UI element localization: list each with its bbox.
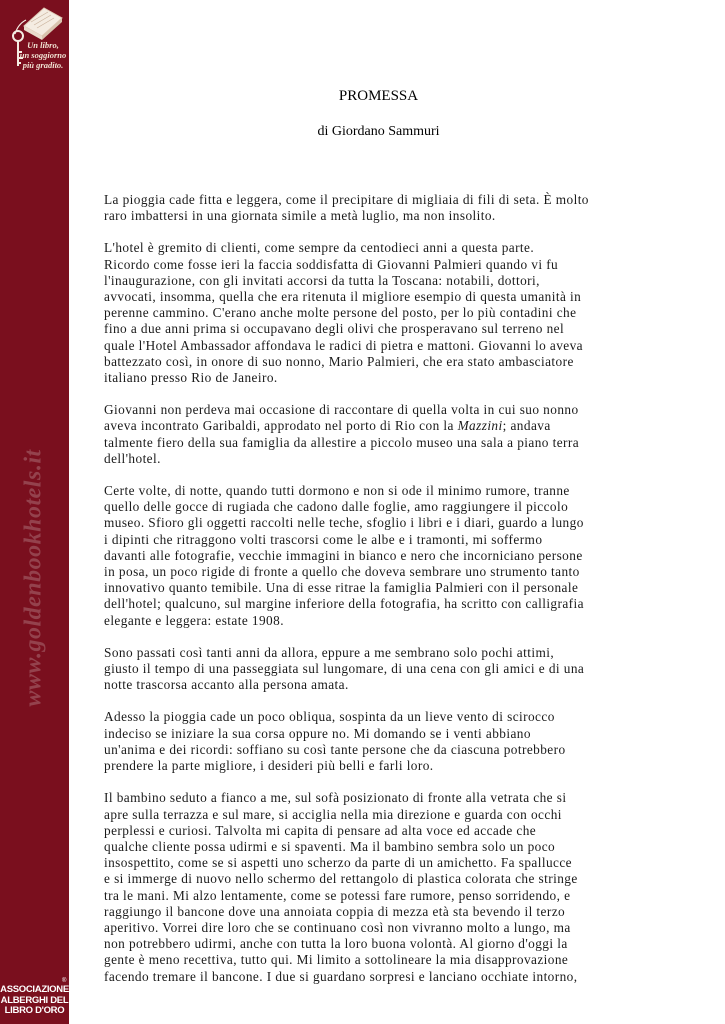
text-line: gente è meno recettiva, tutto qui. Mi limito a sottolineare la mia disapprovazione bbox=[104, 952, 569, 968]
text-line: perplessi e curiosi. Talvolta mi capita di pensare ad alta voce ed accade che bbox=[104, 822, 537, 838]
text-line: raro imbattersi in una giornata simile a metà luglio, ma non insolito. bbox=[104, 208, 496, 224]
tagline-line: un soggiorno bbox=[19, 50, 67, 60]
text-line: l'inaugurazione, con gli invitati accorsi da tutta la Toscana: notabili, dottori, bbox=[104, 272, 540, 288]
text-line: prendere la parte migliore, i desideri più belli e farli loro. bbox=[104, 758, 434, 774]
tagline-line: Un libro, bbox=[27, 40, 59, 50]
text-line: fino a due anni prima si occupavano degli olivi che prosperavano sul terreno nel bbox=[104, 321, 565, 337]
text-line: italiano presso Rio de Janeiro. bbox=[104, 370, 278, 386]
registered-mark: ® bbox=[62, 978, 67, 984]
text-line: perenne cammino. C'erano anche molte persone del posto, per lo più contadini che bbox=[104, 305, 577, 321]
text-line bbox=[104, 418, 653, 434]
paragraph bbox=[104, 192, 653, 224]
text-line: museo. Sfioro gli oggetti raccolti nelle teche, sfoglio i libri e i diari, guardo a lungo bbox=[104, 515, 584, 531]
text-line: tra le mani. Mi alzo lentamente, come se potessi fare rumore, penso sorridendo, e bbox=[104, 887, 571, 903]
tagline-line: più gradito. bbox=[22, 60, 64, 70]
ship-name: Mazzini bbox=[457, 418, 503, 434]
paragraph bbox=[104, 790, 653, 984]
text-line: Ricordo come fosse ieri la faccia soddisfatta di Giovanni Palmieri quando vi fu bbox=[104, 256, 559, 272]
sidebar bbox=[0, 0, 69, 1024]
text-line: Certe volte, di notte, quando tutti dormono e non si ode il minimo rumore, tranne bbox=[104, 483, 570, 499]
text-line: avvocati, insomma, quella che era ritenuta il migliore esempio di questa umanità in bbox=[104, 289, 582, 305]
association-line: LIBRO D'ORO bbox=[4, 1005, 65, 1016]
text-line: Giovanni non perdeva mai occasione di raccontare di quella volta in cui suo nonno bbox=[104, 402, 579, 418]
paragraph bbox=[104, 709, 653, 774]
text-line: davanti alle fotografie, vecchie immagini in bianco e nero che incorniciano persone bbox=[104, 547, 583, 563]
association-line: ALBERGHI DEL bbox=[0, 994, 69, 1006]
text-line: e si immerge di nuovo nello schermo del rettangolo di plastica colorata che stringe bbox=[104, 871, 578, 887]
text-line: quello delle gocce di rugiada che cadono dalle foglie, amo raggiungere il piccolo bbox=[104, 499, 569, 515]
text-line: qualche cliente possa udirmi e si spaventi. Ma il bambino sembra solo un poco bbox=[104, 838, 556, 854]
paragraph bbox=[104, 645, 653, 694]
text-line: La pioggia cade fitta e leggera, come il precipitare di migliaia di fili di seta. È molto bbox=[104, 192, 589, 207]
text-line: battezzato così, in onore di suo nonno, Mario Palmieri, che era stato ambasciatore bbox=[104, 353, 574, 369]
story-text bbox=[104, 192, 653, 985]
text-line: notte trascorsa accanto alla persona amata. bbox=[104, 677, 349, 693]
tagline bbox=[15, 40, 71, 70]
text-line: in posa, un poco rigide di fronte a quello che doveva sembrare uno strumento tanto bbox=[104, 564, 580, 580]
paragraph bbox=[104, 240, 653, 386]
text-line: giusto il tempo di una passeggiata sul lungomare, di una cena con gli amici e di una bbox=[104, 661, 585, 677]
text-line: dell'hotel; qualcuno, sul margine inferiore della fotografia, ha scritto con calligrafia bbox=[104, 596, 584, 612]
website-url[interactable]: www.goldenbookhotels.it bbox=[20, 449, 47, 707]
book-icon bbox=[24, 8, 62, 40]
text-line: facendo tremare il bancone. I due si guardano sorpresi e lanciano occhiate intorno, bbox=[104, 968, 578, 984]
document-author: di Giordano Sammuri bbox=[317, 124, 440, 139]
text-line: Il bambino seduto a fianco a me, sul sofà posizionato di fronte alla vetrata che si bbox=[104, 790, 567, 806]
text-line: innovativo quanto temibile. Una di esse ritrae la famiglia Palmieri con il personale bbox=[104, 580, 579, 596]
text-line: i dipinti che ritraggono volti trascorsi come le albe e i tramonti, mi soffermo bbox=[104, 531, 543, 547]
document-title: PROMESSA bbox=[338, 88, 419, 104]
text-line: elegante e leggera: estate 1908. bbox=[104, 612, 284, 628]
document-body bbox=[104, 86, 653, 1001]
text-line: Adesso la pioggia cade un poco obliqua, sospinta da un lieve vento di scirocco bbox=[104, 709, 555, 725]
paragraph bbox=[104, 483, 653, 629]
text-line: insospettito, come se si aspetti uno scherzo da parte di un amichetto. Fa spallucce bbox=[104, 855, 572, 871]
text-line: talmente fiero della sua famiglia da allestire a piccolo museo una sala a piano terra bbox=[104, 434, 580, 450]
text-line: raggiungo il bancone dove una annoiata coppia di mezza età sta bevendo il terzo bbox=[104, 903, 566, 919]
paragraph bbox=[104, 402, 653, 467]
text-line: un'anima e dei ricordi: soffiano su così tante persone che da ciascuna potrebbero bbox=[104, 741, 566, 757]
association-line: ASSOCIAZIONE bbox=[0, 984, 69, 995]
text-line: non potrebbero udirmi, anche con tutta la loro buona volontà. Al giorno d'oggi la bbox=[104, 936, 568, 952]
text-line: dell'hotel. bbox=[104, 450, 161, 466]
text-line: aperitivo. Vorrei dire loro che se continuano così non vivranno molto a lungo, ma bbox=[104, 919, 571, 935]
text-line: apre sulla terrazza e sul mare, si acciglia nella mia direzione e guarda con occhi bbox=[104, 806, 562, 822]
text-line: indeciso se iniziare la sua corsa oppure no. Mi domando se i venti abbiano bbox=[104, 725, 531, 741]
text-line: quale l'Hotel Ambassador affondava le radici di pietra e mattoni. Giovanni lo aveva bbox=[104, 337, 583, 353]
association-logo bbox=[0, 985, 69, 1017]
text-line: L'hotel è gremito di clienti, come sempre da centodieci anni a questa parte. bbox=[104, 240, 535, 256]
text-line: Sono passati così tanti anni da allora, eppure a me sembrano solo pochi attimi, bbox=[104, 644, 555, 660]
text-segment: aveva incontrato Garibaldi, approdato nel porto di Rio con la bbox=[104, 418, 458, 434]
text-segment: ; andava bbox=[502, 418, 551, 434]
